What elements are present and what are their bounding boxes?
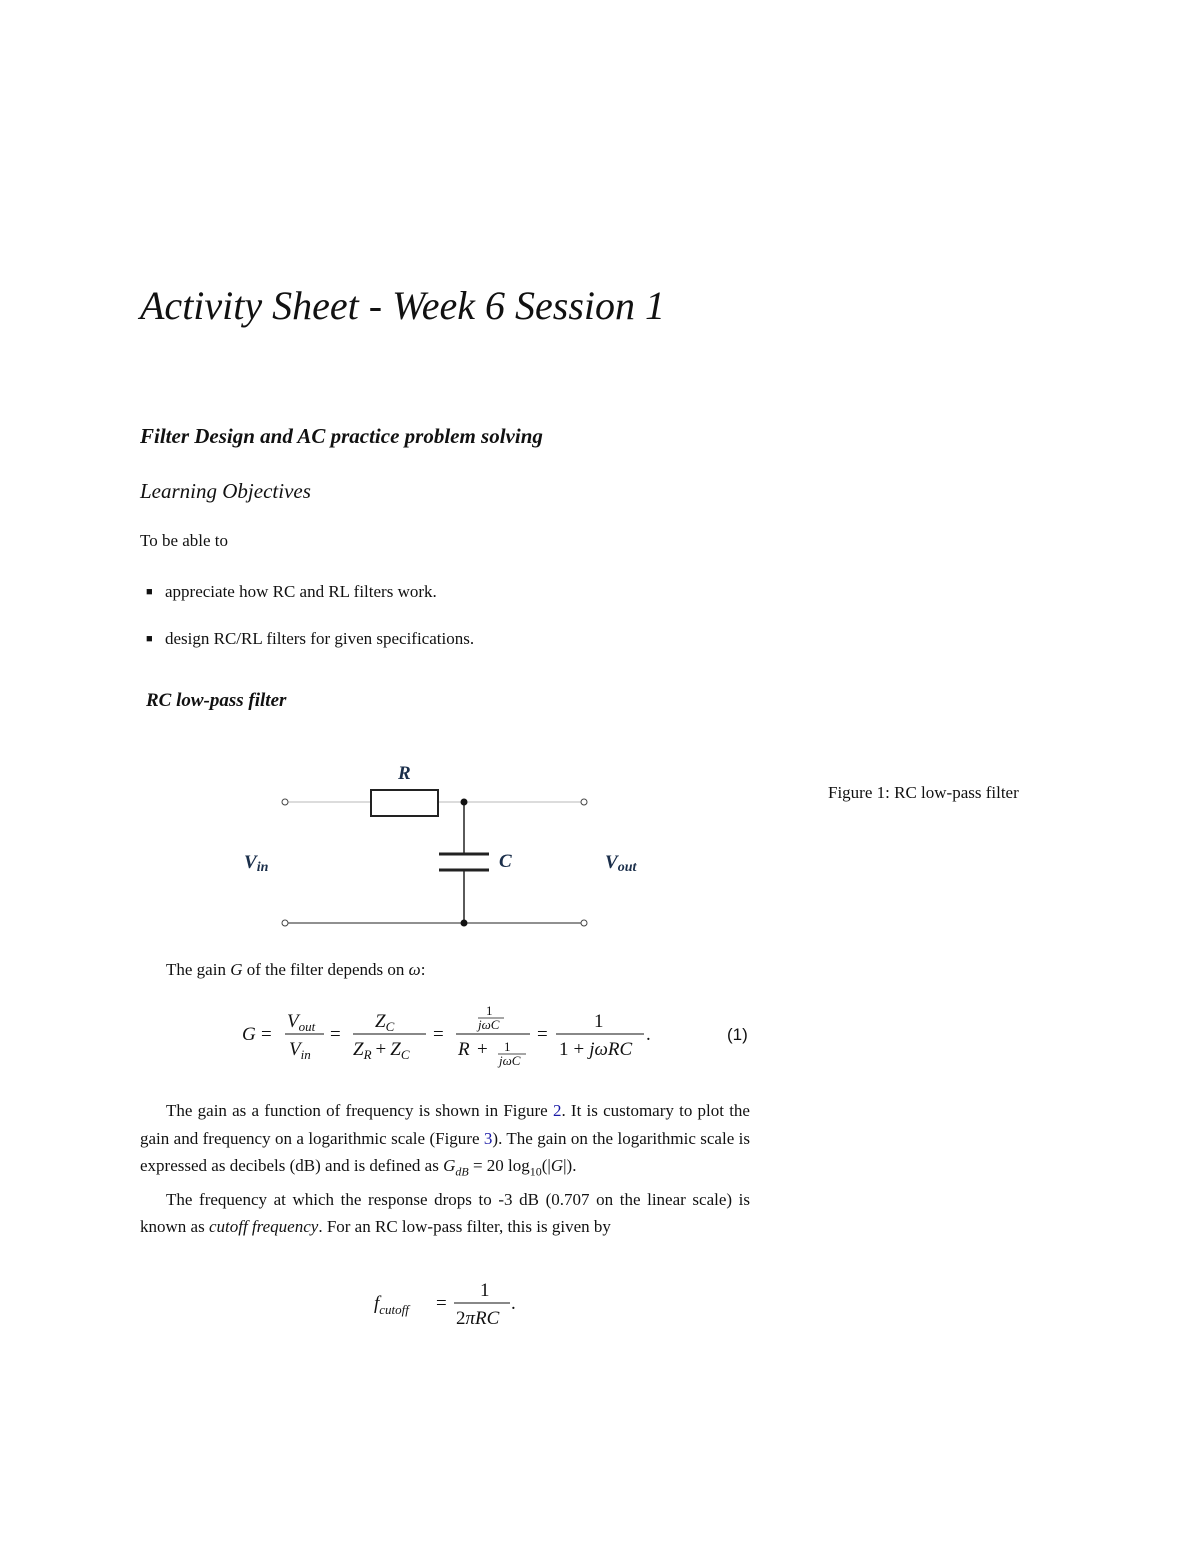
figure-2-link[interactable]: 2 (552, 1101, 562, 1120)
svg-text:jωC: jωC (478, 1017, 500, 1032)
objective-text: design RC/RL filters for given specifications. (165, 629, 475, 648)
svg-text:Vin: $V_{in}$ (289, 1039, 311, 1062)
page-title: Activity Sheet - Week 6 Session 1 (140, 283, 665, 328)
svg-text:1: 1 (480, 1280, 490, 1301)
resistor-symbol (371, 790, 438, 816)
svg-text:R: R (458, 1039, 470, 1060)
svg-text:1: 1 (504, 1039, 511, 1054)
input-terminal-bottom (282, 920, 288, 926)
label-R: R (398, 763, 411, 784)
gain-intro-line: The gain G of the filter depends on ω: (166, 960, 426, 979)
output-terminal-bottom (581, 920, 587, 926)
rc-low-pass-circuit-diagram (230, 755, 650, 935)
svg-text:1: 1 (486, 1003, 493, 1018)
label-Vout: Vout (605, 852, 637, 875)
svg-text:.: . (646, 1024, 651, 1045)
input-terminal-top (282, 799, 288, 805)
learning-objectives-heading: Learning Objectives (140, 479, 311, 503)
svg-text:1: 1 (594, 1011, 604, 1032)
cutoff-frequency-equation (370, 1278, 530, 1334)
paragraph-log-scale: The gain as a function of frequency is shown in Figure 2. It is customary to plot the gain and frequency on a logarithmic scale (Figure 3). The gain on the logarithmic scale is expressed as decibels (dB) and is defined as $G_{dB} = 20$ $\log_{10}(|G|)$. The frequency at which the response drops to -3 dB (0.707 on the linear scale) is known as cutoff frequency. For an RC low-pass filter, this is given by (140, 1101, 750, 1237)
objectives-intro: To be able to (140, 531, 229, 550)
objective-item (146, 629, 474, 649)
objective-text: appreciate how RC and RL filters work. (165, 582, 437, 601)
svg-text:2πRC: 2πRC (456, 1308, 500, 1329)
section-heading-rc-low-pass: RC low-pass filter (146, 690, 287, 711)
svg-text:jωC: jωC (499, 1053, 521, 1068)
equation-number: (1) (727, 1025, 748, 1044)
svg-text:ZR+ZC: $Z_R + Z_C$ (353, 1039, 410, 1062)
figure-1-caption: Figure 1: RC low-pass filter (828, 783, 1019, 802)
svg-text:Vout: $V_{out}$ (287, 1011, 316, 1034)
label-Vin: Vin (244, 852, 269, 875)
svg-text:1+jωRC: 1 + jωRC (559, 1039, 633, 1060)
svg-text:=: = (436, 1293, 447, 1314)
top-node-dot (461, 799, 468, 806)
gain-equation (236, 1003, 756, 1075)
bottom-node-dot (461, 920, 468, 927)
bullet-icon: ■ (146, 633, 153, 645)
svg-text:+: + (477, 1039, 488, 1060)
figure-3-link[interactable]: 3 (483, 1128, 493, 1148)
label-C: C (499, 851, 512, 872)
cutoff-frequency-term: cutoff frequency (208, 1217, 319, 1237)
output-terminal-top (581, 799, 587, 805)
svg-text:=: = (537, 1024, 548, 1045)
objective-item (146, 582, 437, 602)
svg-text:.: . (511, 1293, 516, 1314)
svg-text:ZC: $Z_C$ (375, 1011, 395, 1034)
activity-subtitle: Filter Design and AC practice problem solving (140, 424, 543, 448)
svg-text:=: = (330, 1024, 341, 1045)
svg-text:G: G (242, 1024, 256, 1045)
bullet-icon: ■ (146, 586, 153, 598)
svg-text:=: = (433, 1024, 444, 1045)
svg-text:=: = (261, 1024, 272, 1045)
svg-text:fcutoff: $f_{cutoff}$ (374, 1293, 409, 1317)
